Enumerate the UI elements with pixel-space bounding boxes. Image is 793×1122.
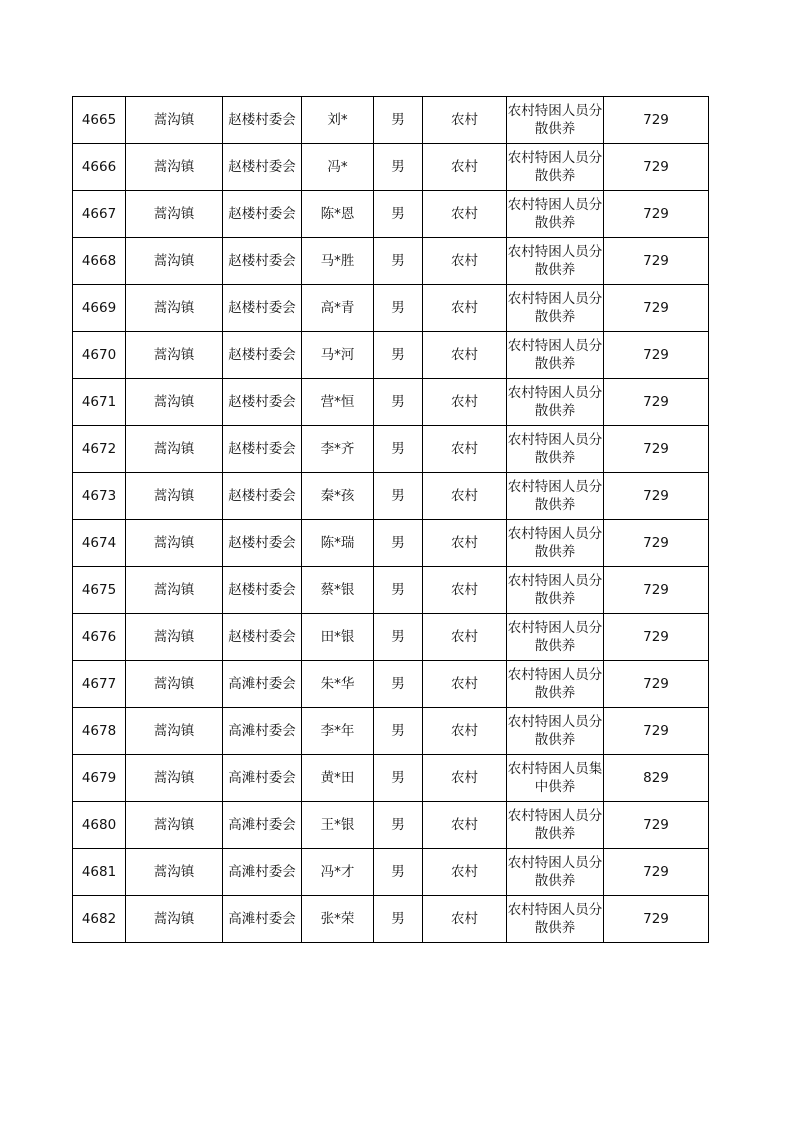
village-cell: 高滩村委会	[223, 896, 302, 943]
amount-cell: 729	[604, 473, 709, 520]
gender-cell: 男	[374, 332, 423, 379]
roster-body	[73, 97, 709, 943]
area-cell: 农村	[423, 285, 507, 332]
row-id-cell: 4665	[73, 97, 126, 144]
village-cell: 赵楼村委会	[223, 238, 302, 285]
town-cell: 蒿沟镇	[126, 97, 223, 144]
category-cell: 农村特困人员分散供养	[507, 896, 604, 943]
town-cell: 蒿沟镇	[126, 191, 223, 238]
village-cell: 赵楼村委会	[223, 614, 302, 661]
area-cell: 农村	[423, 144, 507, 191]
area-cell: 农村	[423, 849, 507, 896]
gender-cell: 男	[374, 473, 423, 520]
table-row	[73, 661, 709, 708]
person-name-cell: 朱*华	[302, 661, 374, 708]
roster-table	[72, 96, 709, 943]
gender-cell: 男	[374, 97, 423, 144]
town-cell: 蒿沟镇	[126, 849, 223, 896]
amount-cell: 729	[604, 896, 709, 943]
village-cell: 高滩村委会	[223, 661, 302, 708]
area-cell: 农村	[423, 567, 507, 614]
amount-cell: 729	[604, 614, 709, 661]
category-cell: 农村特困人员分散供养	[507, 661, 604, 708]
gender-cell: 男	[374, 238, 423, 285]
village-cell: 高滩村委会	[223, 802, 302, 849]
category-cell: 农村特困人员分散供养	[507, 473, 604, 520]
table-row	[73, 614, 709, 661]
gender-cell: 男	[374, 802, 423, 849]
amount-cell: 729	[604, 567, 709, 614]
area-cell: 农村	[423, 520, 507, 567]
amount-cell: 729	[604, 849, 709, 896]
gender-cell: 男	[374, 708, 423, 755]
town-cell: 蒿沟镇	[126, 802, 223, 849]
category-cell: 农村特困人员分散供养	[507, 567, 604, 614]
town-cell: 蒿沟镇	[126, 708, 223, 755]
village-cell: 赵楼村委会	[223, 332, 302, 379]
town-cell: 蒿沟镇	[126, 238, 223, 285]
row-id-cell: 4682	[73, 896, 126, 943]
village-cell: 赵楼村委会	[223, 379, 302, 426]
person-name-cell: 陈*恩	[302, 191, 374, 238]
person-name-cell: 营*恒	[302, 379, 374, 426]
row-id-cell: 4676	[73, 614, 126, 661]
village-cell: 赵楼村委会	[223, 520, 302, 567]
amount-cell: 729	[604, 238, 709, 285]
row-id-cell: 4673	[73, 473, 126, 520]
table-row	[73, 708, 709, 755]
town-cell: 蒿沟镇	[126, 661, 223, 708]
area-cell: 农村	[423, 191, 507, 238]
area-cell: 农村	[423, 379, 507, 426]
person-name-cell: 马*河	[302, 332, 374, 379]
category-cell: 农村特困人员分散供养	[507, 426, 604, 473]
category-cell: 农村特困人员分散供养	[507, 379, 604, 426]
amount-cell: 729	[604, 144, 709, 191]
person-name-cell: 冯*才	[302, 849, 374, 896]
village-cell: 高滩村委会	[223, 755, 302, 802]
area-cell: 农村	[423, 332, 507, 379]
category-cell: 农村特困人员分散供养	[507, 97, 604, 144]
village-cell: 高滩村委会	[223, 849, 302, 896]
category-cell: 农村特困人员分散供养	[507, 144, 604, 191]
category-cell: 农村特困人员分散供养	[507, 708, 604, 755]
amount-cell: 729	[604, 332, 709, 379]
table-row	[73, 520, 709, 567]
category-cell: 农村特困人员分散供养	[507, 520, 604, 567]
row-id-cell: 4678	[73, 708, 126, 755]
person-name-cell: 王*银	[302, 802, 374, 849]
village-cell: 赵楼村委会	[223, 285, 302, 332]
town-cell: 蒿沟镇	[126, 379, 223, 426]
town-cell: 蒿沟镇	[126, 614, 223, 661]
amount-cell: 729	[604, 708, 709, 755]
area-cell: 农村	[423, 661, 507, 708]
gender-cell: 男	[374, 755, 423, 802]
row-id-cell: 4681	[73, 849, 126, 896]
row-id-cell: 4672	[73, 426, 126, 473]
category-cell: 农村特困人员集中供养	[507, 755, 604, 802]
village-cell: 赵楼村委会	[223, 144, 302, 191]
table-row	[73, 567, 709, 614]
town-cell: 蒿沟镇	[126, 567, 223, 614]
village-cell: 高滩村委会	[223, 708, 302, 755]
table-row	[73, 332, 709, 379]
town-cell: 蒿沟镇	[126, 520, 223, 567]
category-cell: 农村特困人员分散供养	[507, 285, 604, 332]
row-id-cell: 4671	[73, 379, 126, 426]
person-name-cell: 黄*田	[302, 755, 374, 802]
amount-cell: 729	[604, 379, 709, 426]
category-cell: 农村特困人员分散供养	[507, 614, 604, 661]
amount-cell: 729	[604, 191, 709, 238]
gender-cell: 男	[374, 849, 423, 896]
amount-cell: 729	[604, 802, 709, 849]
village-cell: 赵楼村委会	[223, 567, 302, 614]
table-row	[73, 473, 709, 520]
area-cell: 农村	[423, 97, 507, 144]
person-name-cell: 冯*	[302, 144, 374, 191]
area-cell: 农村	[423, 802, 507, 849]
person-name-cell: 田*银	[302, 614, 374, 661]
amount-cell: 729	[604, 285, 709, 332]
area-cell: 农村	[423, 614, 507, 661]
table-row	[73, 849, 709, 896]
town-cell: 蒿沟镇	[126, 285, 223, 332]
person-name-cell: 蔡*银	[302, 567, 374, 614]
table-row	[73, 285, 709, 332]
gender-cell: 男	[374, 144, 423, 191]
person-name-cell: 刘*	[302, 97, 374, 144]
town-cell: 蒿沟镇	[126, 426, 223, 473]
village-cell: 赵楼村委会	[223, 191, 302, 238]
amount-cell: 729	[604, 426, 709, 473]
table-row	[73, 144, 709, 191]
table-row	[73, 97, 709, 144]
row-id-cell: 4669	[73, 285, 126, 332]
table-row	[73, 802, 709, 849]
category-cell: 农村特困人员分散供养	[507, 191, 604, 238]
town-cell: 蒿沟镇	[126, 896, 223, 943]
row-id-cell: 4675	[73, 567, 126, 614]
person-name-cell: 李*年	[302, 708, 374, 755]
row-id-cell: 4670	[73, 332, 126, 379]
area-cell: 农村	[423, 755, 507, 802]
row-id-cell: 4679	[73, 755, 126, 802]
area-cell: 农村	[423, 238, 507, 285]
category-cell: 农村特困人员分散供养	[507, 332, 604, 379]
table-row	[73, 755, 709, 802]
area-cell: 农村	[423, 426, 507, 473]
row-id-cell: 4667	[73, 191, 126, 238]
category-cell: 农村特困人员分散供养	[507, 849, 604, 896]
table-row	[73, 896, 709, 943]
gender-cell: 男	[374, 614, 423, 661]
category-cell: 农村特困人员分散供养	[507, 238, 604, 285]
person-name-cell: 张*荣	[302, 896, 374, 943]
area-cell: 农村	[423, 473, 507, 520]
table-row	[73, 238, 709, 285]
gender-cell: 男	[374, 379, 423, 426]
town-cell: 蒿沟镇	[126, 473, 223, 520]
town-cell: 蒿沟镇	[126, 332, 223, 379]
amount-cell: 729	[604, 520, 709, 567]
gender-cell: 男	[374, 896, 423, 943]
gender-cell: 男	[374, 191, 423, 238]
village-cell: 赵楼村委会	[223, 426, 302, 473]
person-name-cell: 李*齐	[302, 426, 374, 473]
amount-cell: 829	[604, 755, 709, 802]
amount-cell: 729	[604, 97, 709, 144]
row-id-cell: 4680	[73, 802, 126, 849]
row-id-cell: 4674	[73, 520, 126, 567]
village-cell: 赵楼村委会	[223, 97, 302, 144]
table-row	[73, 426, 709, 473]
area-cell: 农村	[423, 708, 507, 755]
row-id-cell: 4668	[73, 238, 126, 285]
area-cell: 农村	[423, 896, 507, 943]
person-name-cell: 高*青	[302, 285, 374, 332]
gender-cell: 男	[374, 567, 423, 614]
gender-cell: 男	[374, 661, 423, 708]
row-id-cell: 4666	[73, 144, 126, 191]
table-row	[73, 191, 709, 238]
person-name-cell: 马*胜	[302, 238, 374, 285]
town-cell: 蒿沟镇	[126, 755, 223, 802]
town-cell: 蒿沟镇	[126, 144, 223, 191]
person-name-cell: 陈*瑞	[302, 520, 374, 567]
category-cell: 农村特困人员分散供养	[507, 802, 604, 849]
amount-cell: 729	[604, 661, 709, 708]
gender-cell: 男	[374, 285, 423, 332]
table-row	[73, 379, 709, 426]
village-cell: 赵楼村委会	[223, 473, 302, 520]
gender-cell: 男	[374, 426, 423, 473]
person-name-cell: 秦*孩	[302, 473, 374, 520]
gender-cell: 男	[374, 520, 423, 567]
row-id-cell: 4677	[73, 661, 126, 708]
